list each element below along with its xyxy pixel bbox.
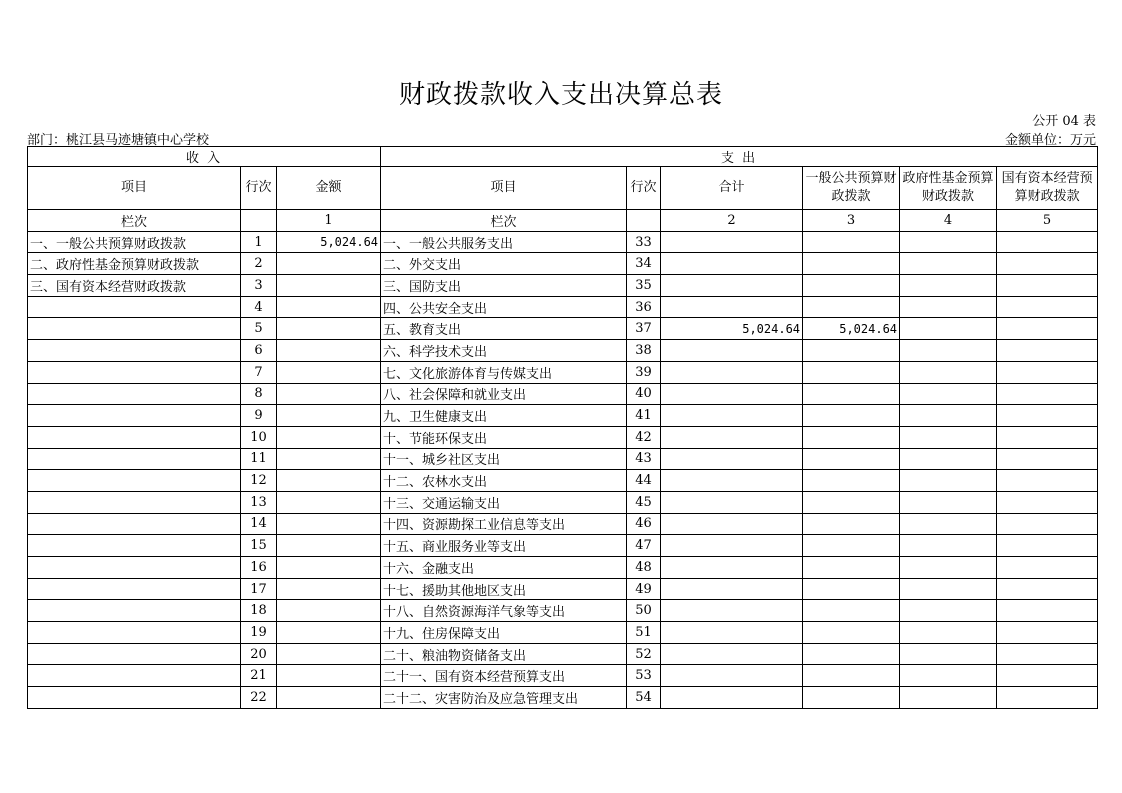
col4-index: 4 <box>900 210 997 232</box>
expense-row-number: 51 <box>627 622 661 644</box>
state-capital-amount <box>997 578 1098 600</box>
state-capital-header: 国有资本经营预算财政拨款 <box>997 167 1098 210</box>
income-amount <box>277 340 381 362</box>
expense-total <box>661 491 803 513</box>
expense-row-number: 40 <box>627 383 661 405</box>
income-item <box>28 643 241 665</box>
income-item <box>28 622 241 644</box>
expense-item: 十五、商业服务业等支出 <box>381 535 627 557</box>
income-row-number: 15 <box>241 535 277 557</box>
income-row-number: 18 <box>241 600 277 622</box>
income-row-number: 11 <box>241 448 277 470</box>
state-capital-amount <box>997 426 1098 448</box>
income-amount <box>277 426 381 448</box>
expense-item: 十四、资源勘探工业信息等支出 <box>381 513 627 535</box>
income-row-number: 14 <box>241 513 277 535</box>
gov-fund-amount <box>900 426 997 448</box>
table-row <box>28 253 1098 275</box>
gov-fund-amount <box>900 318 997 340</box>
expense-item: 十九、住房保障支出 <box>381 622 627 644</box>
expense-total <box>661 361 803 383</box>
income-amount <box>277 513 381 535</box>
state-capital-amount <box>997 491 1098 513</box>
expense-item: 十、节能环保支出 <box>381 426 627 448</box>
general-budget-amount <box>803 578 900 600</box>
table-row <box>28 405 1098 427</box>
income-amount <box>277 470 381 492</box>
table-row <box>28 665 1098 687</box>
col5-index: 5 <box>997 210 1098 232</box>
gov-fund-amount <box>900 231 997 253</box>
income-item <box>28 491 241 513</box>
state-capital-amount <box>997 687 1098 709</box>
state-capital-amount <box>997 557 1098 579</box>
gov-fund-amount <box>900 535 997 557</box>
gov-fund-amount <box>900 491 997 513</box>
expense-row-number: 43 <box>627 448 661 470</box>
income-item <box>28 535 241 557</box>
state-capital-amount <box>997 296 1098 318</box>
income-item <box>28 383 241 405</box>
department-label: 部门：桃江县马迹塘镇中心学校 <box>27 133 210 148</box>
general-budget-amount <box>803 513 900 535</box>
income-row-number: 8 <box>241 383 277 405</box>
income-item <box>28 687 241 709</box>
income-amount <box>277 535 381 557</box>
expense-row-number: 33 <box>627 231 661 253</box>
general-budget-amount <box>803 535 900 557</box>
expense-total <box>661 296 803 318</box>
expense-item: 三、国防支出 <box>381 275 627 297</box>
table-row <box>28 340 1098 362</box>
income-amount <box>277 383 381 405</box>
table-row <box>28 296 1098 318</box>
general-budget-amount <box>803 275 900 297</box>
gov-fund-amount <box>900 513 997 535</box>
income-item: 三、国有资本经营财政拨款 <box>28 275 241 297</box>
general-budget-amount <box>803 253 900 275</box>
income-row-number: 22 <box>241 687 277 709</box>
column-index-row <box>28 210 1098 232</box>
income-amount <box>277 448 381 470</box>
expense-total <box>661 405 803 427</box>
expense-item: 十一、城乡社区支出 <box>381 448 627 470</box>
general-budget-amount <box>803 470 900 492</box>
income-amount <box>277 557 381 579</box>
expense-item: 九、卫生健康支出 <box>381 405 627 427</box>
expense-total <box>661 665 803 687</box>
table-row <box>28 643 1098 665</box>
expense-row-number: 38 <box>627 340 661 362</box>
general-budget-amount <box>803 296 900 318</box>
expense-total <box>661 535 803 557</box>
income-item <box>28 600 241 622</box>
expense-row-number: 39 <box>627 361 661 383</box>
expense-column-label: 栏次 <box>381 210 627 232</box>
expense-total <box>661 557 803 579</box>
amount-unit-label: 金额单位：万元 <box>1004 133 1096 148</box>
gov-fund-amount <box>900 275 997 297</box>
income-amount: 5,024.64 <box>277 231 381 253</box>
table-row <box>28 318 1098 340</box>
expense-item: 八、社会保障和就业支出 <box>381 383 627 405</box>
state-capital-amount <box>997 535 1098 557</box>
gov-fund-amount <box>900 296 997 318</box>
gov-fund-amount <box>900 383 997 405</box>
general-budget-amount <box>803 491 900 513</box>
table-row <box>28 470 1098 492</box>
income-amount <box>277 578 381 600</box>
expense-total <box>661 253 803 275</box>
expense-total <box>661 340 803 362</box>
expense-total <box>661 687 803 709</box>
table-row <box>28 600 1098 622</box>
income-row-number: 1 <box>241 231 277 253</box>
table-row <box>28 622 1098 644</box>
income-row-number: 12 <box>241 470 277 492</box>
gov-fund-amount <box>900 253 997 275</box>
income-section-header: 收 入 <box>28 147 381 167</box>
state-capital-amount <box>997 231 1098 253</box>
general-budget-amount <box>803 340 900 362</box>
total-header: 合计 <box>661 167 803 210</box>
expense-row-number: 41 <box>627 405 661 427</box>
table-row <box>28 578 1098 600</box>
gov-fund-amount <box>900 665 997 687</box>
table-row <box>28 687 1098 709</box>
table-row <box>28 383 1098 405</box>
table-row <box>28 275 1098 297</box>
expense-row-number: 45 <box>627 491 661 513</box>
income-row-number: 16 <box>241 557 277 579</box>
header-row-section <box>28 147 1098 167</box>
state-capital-amount <box>997 361 1098 383</box>
table-row <box>28 448 1098 470</box>
state-capital-amount <box>997 340 1098 362</box>
expense-item: 四、公共安全支出 <box>381 296 627 318</box>
income-row-number: 2 <box>241 253 277 275</box>
expense-total <box>661 643 803 665</box>
income-item: 二、政府性基金预算财政拨款 <box>28 253 241 275</box>
income-item <box>28 361 241 383</box>
expense-total <box>661 513 803 535</box>
col1-index: 1 <box>277 210 381 232</box>
expense-item: 五、教育支出 <box>381 318 627 340</box>
income-row-number: 20 <box>241 643 277 665</box>
income-amount <box>277 405 381 427</box>
expense-total <box>661 275 803 297</box>
expense-row-number: 46 <box>627 513 661 535</box>
income-row-number: 4 <box>241 296 277 318</box>
expense-row-number: 36 <box>627 296 661 318</box>
table-row <box>28 557 1098 579</box>
expense-row-number: 48 <box>627 557 661 579</box>
expense-item: 二十一、国有资本经营预算支出 <box>381 665 627 687</box>
expense-item: 六、科学技术支出 <box>381 340 627 362</box>
general-budget-amount <box>803 231 900 253</box>
state-capital-amount <box>997 470 1098 492</box>
expense-item: 二十、粮油物资储备支出 <box>381 643 627 665</box>
income-item <box>28 665 241 687</box>
expense-section-header: 支 出 <box>381 147 1098 167</box>
state-capital-amount <box>997 405 1098 427</box>
expense-item: 十三、交通运输支出 <box>381 491 627 513</box>
income-item <box>28 557 241 579</box>
income-item: 一、一般公共预算财政拨款 <box>28 231 241 253</box>
expense-row-number: 37 <box>627 318 661 340</box>
state-capital-amount <box>997 643 1098 665</box>
expense-item: 十七、援助其他地区支出 <box>381 578 627 600</box>
state-capital-amount <box>997 253 1098 275</box>
table-row <box>28 231 1098 253</box>
income-amount <box>277 643 381 665</box>
gov-fund-amount <box>900 448 997 470</box>
general-budget-amount <box>803 622 900 644</box>
expense-total <box>661 470 803 492</box>
expense-total <box>661 600 803 622</box>
income-row-number: 21 <box>241 665 277 687</box>
income-item <box>28 296 241 318</box>
table-row <box>28 361 1098 383</box>
general-budget-amount: 5,024.64 <box>803 318 900 340</box>
expense-row-number: 47 <box>627 535 661 557</box>
expense-row-number: 50 <box>627 600 661 622</box>
general-budget-amount <box>803 557 900 579</box>
gov-fund-header: 政府性基金预算财政拨款 <box>900 167 997 210</box>
col3-index: 3 <box>803 210 900 232</box>
expense-row-number: 53 <box>627 665 661 687</box>
income-rowno-index <box>241 210 277 232</box>
expense-rowno-header: 行次 <box>627 167 661 210</box>
expense-total <box>661 578 803 600</box>
income-amount <box>277 361 381 383</box>
budget-table <box>27 146 1098 709</box>
expense-total: 5,024.64 <box>661 318 803 340</box>
income-item <box>28 318 241 340</box>
expense-item: 二、外交支出 <box>381 253 627 275</box>
state-capital-amount <box>997 318 1098 340</box>
general-budget-amount <box>803 426 900 448</box>
income-amount <box>277 665 381 687</box>
income-row-number: 13 <box>241 491 277 513</box>
income-row-number: 9 <box>241 405 277 427</box>
expense-item: 十八、自然资源海洋气象等支出 <box>381 600 627 622</box>
income-row-number: 10 <box>241 426 277 448</box>
expense-item: 一、一般公共服务支出 <box>381 231 627 253</box>
general-budget-amount <box>803 665 900 687</box>
income-row-number: 17 <box>241 578 277 600</box>
income-row-number: 3 <box>241 275 277 297</box>
income-amount <box>277 600 381 622</box>
expense-row-number: 34 <box>627 253 661 275</box>
gov-fund-amount <box>900 340 997 362</box>
state-capital-amount <box>997 513 1098 535</box>
income-column-label: 栏次 <box>28 210 241 232</box>
gov-fund-amount <box>900 643 997 665</box>
expense-total <box>661 448 803 470</box>
expense-row-number: 44 <box>627 470 661 492</box>
income-item <box>28 470 241 492</box>
header-row-columns <box>28 167 1098 210</box>
income-row-number: 7 <box>241 361 277 383</box>
expense-total <box>661 231 803 253</box>
state-capital-amount <box>997 383 1098 405</box>
general-budget-amount <box>803 361 900 383</box>
table-row <box>28 535 1098 557</box>
income-item <box>28 426 241 448</box>
gov-fund-amount <box>900 600 997 622</box>
page-title: 财政拨款收入支出决算总表 <box>398 80 723 110</box>
state-capital-amount <box>997 600 1098 622</box>
table-row <box>28 513 1098 535</box>
gov-fund-amount <box>900 470 997 492</box>
general-budget-header: 一般公共预算财政拨款 <box>803 167 900 210</box>
expense-item: 七、文化旅游体育与传媒支出 <box>381 361 627 383</box>
expense-rowno-index <box>627 210 661 232</box>
income-amount <box>277 687 381 709</box>
income-row-number: 5 <box>241 318 277 340</box>
expense-row-number: 35 <box>627 275 661 297</box>
state-capital-amount <box>997 665 1098 687</box>
expense-row-number: 54 <box>627 687 661 709</box>
gov-fund-amount <box>900 687 997 709</box>
expense-row-number: 49 <box>627 578 661 600</box>
expense-total <box>661 426 803 448</box>
state-capital-amount <box>997 622 1098 644</box>
income-item <box>28 513 241 535</box>
income-row-number: 6 <box>241 340 277 362</box>
income-item <box>28 448 241 470</box>
gov-fund-amount <box>900 578 997 600</box>
income-amount-header: 金额 <box>277 167 381 210</box>
general-budget-amount <box>803 405 900 427</box>
income-item <box>28 340 241 362</box>
income-amount <box>277 318 381 340</box>
expense-item: 十二、农林水支出 <box>381 470 627 492</box>
gov-fund-amount <box>900 405 997 427</box>
income-rowno-header: 行次 <box>241 167 277 210</box>
expense-row-number: 42 <box>627 426 661 448</box>
income-item <box>28 578 241 600</box>
general-budget-amount <box>803 687 900 709</box>
general-budget-amount <box>803 448 900 470</box>
income-amount <box>277 622 381 644</box>
expense-item: 十六、金融支出 <box>381 557 627 579</box>
gov-fund-amount <box>900 361 997 383</box>
table-row <box>28 426 1098 448</box>
income-amount <box>277 296 381 318</box>
income-row-number: 19 <box>241 622 277 644</box>
expense-total <box>661 622 803 644</box>
gov-fund-amount <box>900 557 997 579</box>
expense-item: 二十二、灾害防治及应急管理支出 <box>381 687 627 709</box>
income-amount <box>277 491 381 513</box>
general-budget-amount <box>803 600 900 622</box>
income-item <box>28 405 241 427</box>
gov-fund-amount <box>900 622 997 644</box>
table-row <box>28 491 1098 513</box>
income-item-header: 项目 <box>28 167 241 210</box>
state-capital-amount <box>997 448 1098 470</box>
general-budget-amount <box>803 643 900 665</box>
col2-index: 2 <box>661 210 803 232</box>
state-capital-amount <box>997 275 1098 297</box>
expense-total <box>661 383 803 405</box>
income-amount <box>277 253 381 275</box>
form-number: 公开 04 表 <box>1032 114 1096 129</box>
income-amount <box>277 275 381 297</box>
expense-row-number: 52 <box>627 643 661 665</box>
expense-item-header: 项目 <box>381 167 627 210</box>
general-budget-amount <box>803 383 900 405</box>
